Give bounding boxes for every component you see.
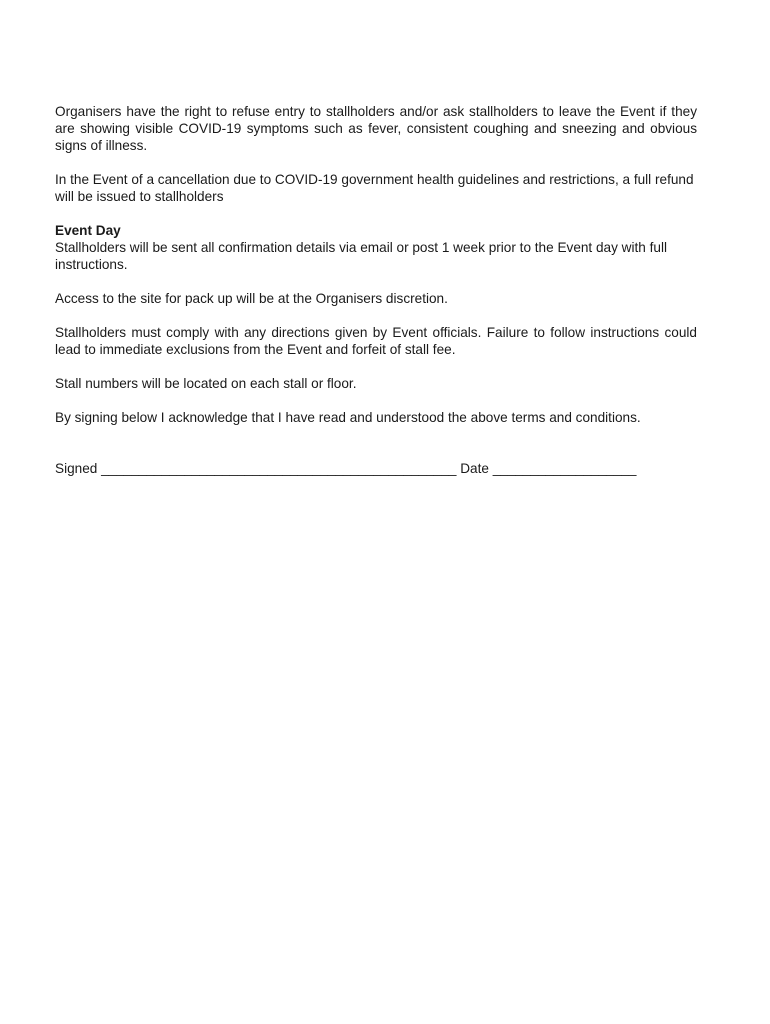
date-field[interactable]: ___________________: [492, 461, 637, 476]
covid-entry-paragraph: Organisers have the right to refuse entry to stallholders and/or ask stallholders to leave the Event if they are showing visible COVID-19 symptoms such as fever, consistent coughing and sneezing and obvious signs of illness.: [55, 104, 697, 153]
signed-field[interactable]: _______________________________________________: [101, 461, 457, 476]
event-day-body: Stallholders will be sent all confirmation details via email or post 1 week prior to the Event day with full instructions.: [55, 240, 668, 272]
pack-up-access-paragraph: Access to the site for pack up will be at the Organisers discretion.: [55, 291, 448, 306]
cancellation-refund-paragraph: In the Event of a cancellation due to COVID-19 government health guidelines and restrictions, a full refund will be issued to stallholders: [55, 172, 694, 204]
date-label: Date: [460, 461, 489, 476]
comply-directions-paragraph: Stallholders must comply with any directions given by Event officials. Failure to follow instructions could lead to immediate exclusions from the Event and forfeit of stall fee.: [55, 325, 697, 357]
event-day-section: [55, 222, 697, 273]
signed-label: Signed: [55, 461, 98, 476]
signature-line: [55, 460, 697, 477]
event-day-heading: Event Day: [55, 223, 121, 238]
document-page: [55, 103, 697, 477]
stall-numbers-paragraph: Stall numbers will be located on each stall or floor.: [55, 376, 357, 391]
acknowledgement-paragraph: By signing below I acknowledge that I have read and understood the above terms and conditions.: [55, 410, 641, 425]
